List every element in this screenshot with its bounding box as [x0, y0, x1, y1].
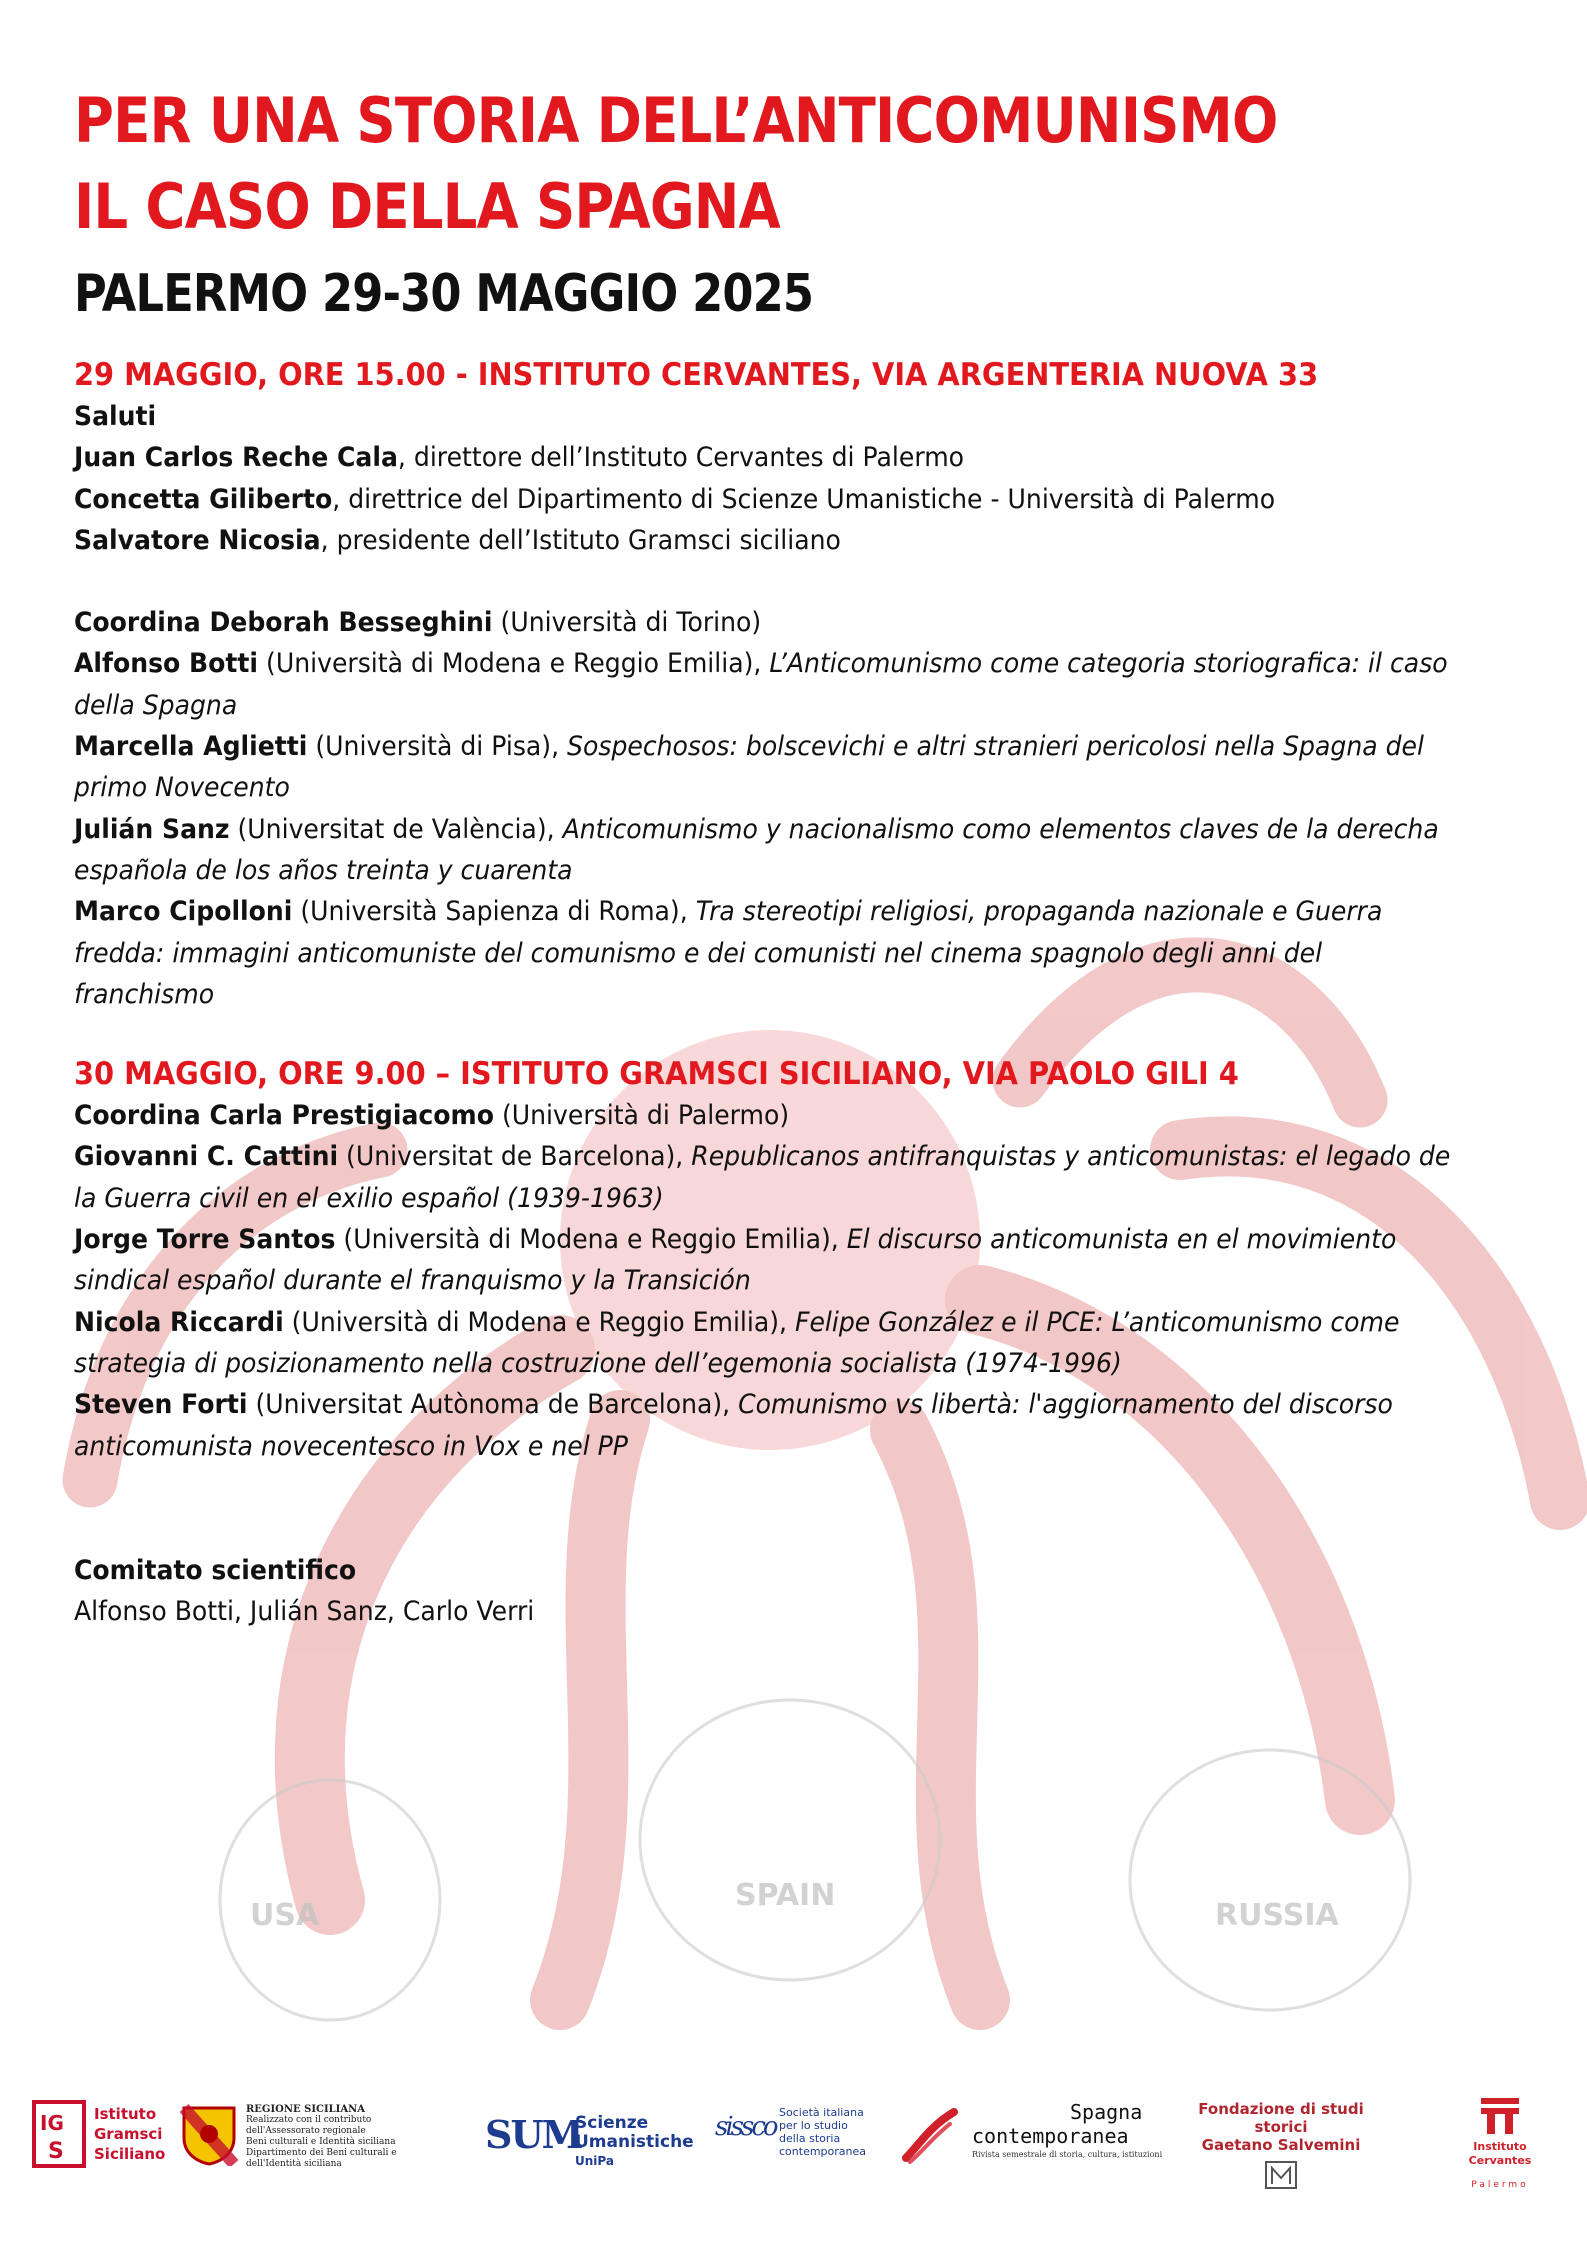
logo-spagna-contemporanea: Spagna contemporanea Rivista semestrale di storia, cultura, istituzioni: [900, 2100, 1170, 2175]
talk-item: Alfonso Botti (Università di Modena e Reggio Emilia), L’Anticomunismo come categoria storiografica: il caso della Spagna: [74, 648, 1448, 721]
fs-monogram-icon: [1264, 2160, 1298, 2190]
day2-heading: 30 MAGGIO, ORE 9.00 – ISTITUTO GRAMSCI SICILIANO, VIA PAOLO GILI 4: [74, 1056, 1239, 1093]
logo-regione-siciliana: REGIONE SICILIANA Realizzato con il contributo dell'Assessorato regionale Beni culturali e Identità siciliana Dipartimento dei Beni culturali e dell'Identità siciliana: [180, 2104, 410, 2174]
map-label-usa: USA: [250, 1898, 320, 1933]
talk-item: Steven Forti (Universitat Autònoma de Barcelona), Comunismo vs libertà: l'aggiornamento del discorso anticomunista novecentesco in Vox e nel PP: [74, 1389, 1393, 1462]
logo-sissco: sissco Società italiana per lo studio della storia contemporanea: [715, 2106, 867, 2158]
globe-outline: [640, 1700, 940, 1980]
day1-chair: Coordina Deborah Besseghini (Università di Torino): [74, 607, 762, 639]
day1-talks: [74, 643, 1534, 1015]
title-line-1: PER UNA STORIA DELL’ANTICOMUNISMO: [74, 84, 1278, 157]
trinacria-shield-icon: [180, 2104, 238, 2166]
committee-label: Comitato scientifico: [74, 1554, 357, 1586]
day2-chair: Coordina Carla Prestigiacomo (Università di Palermo): [74, 1100, 790, 1132]
day2-talks: [74, 1136, 1534, 1466]
map-label-spain: SPAIN: [735, 1878, 836, 1913]
talk-item: Julián Sanz (Universitat de València), Anticomunismo y nacionalismo como elementos claves de la derecha española de los años treinta y cuarenta: [74, 813, 1439, 886]
poster-content: [74, 78, 1534, 1632]
greetings-list: [74, 437, 1534, 561]
igs-monogram-icon: [32, 2100, 86, 2168]
logo-instituto-cervantes: Instituto Cervantes Palermo: [1440, 2096, 1560, 2196]
svg-text:S: S: [48, 2139, 64, 2164]
talk-item: Jorge Torre Santos (Università di Modena e Reggio Emilia), El discurso anticomunista en el movimiento sindical español durante el franquismo y la Transición: [74, 1224, 1397, 1297]
greeting-item: Concetta Giliberto, direttrice del Dipartimento di Scienze Umanistiche - Università di Palermo: [74, 483, 1276, 515]
cervantes-symbol-icon: [1477, 2096, 1523, 2136]
red-brush-icon: [900, 2106, 960, 2166]
saluti-label: Saluti: [74, 401, 157, 432]
committee-members: Alfonso Botti, Julián Sanz, Carlo Verri: [74, 1596, 535, 1628]
logo-fondazione-salvemini: Fondazione di studi storici Gaetano Salvemini: [1176, 2100, 1386, 2180]
event-dates-subtitle: PALERMO 29-30 MAGGIO 2025: [74, 264, 814, 324]
sponsor-logos: [0, 2060, 1587, 2245]
logo-sum-scienze-umanistiche: SUM Scienze Umanistiche UniPa: [485, 2112, 694, 2168]
globe-outline: [1130, 1750, 1410, 2010]
logo-istituto-gramsci: IG S Istituto Gramsci Siciliano: [32, 2100, 182, 2170]
map-label-russia: RUSSIA: [1215, 1898, 1339, 1933]
day1-heading: 29 MAGGIO, ORE 15.00 - INSTITUTO CERVANTES, VIA ARGENTERIA NUOVA 33: [74, 357, 1319, 393]
talk-item: Giovanni C. Cattini (Universitat de Barcelona), Republicanos antifranquistas y anticomunistas: el legado de la Guerra civil en el exilio español (1939-1963): [74, 1141, 1451, 1214]
talk-item: Marcella Aglietti (Università di Pisa), Sospechosos: bolscevichi e altri stranieri pericolosi nella Spagna del primo Novecento: [74, 731, 1424, 804]
talk-item: Marco Cipolloni (Università Sapienza di Roma), Tra stereotipi religiosi, propaganda nazionale e Guerra fredda: immagini anticomuniste del comunismo e dei comunisti nel cinema spagnolo degli anni del franchismo: [74, 896, 1383, 1010]
greeting-item: Salvatore Nicosia, presidente dell’Istituto Gramsci siciliano: [74, 524, 841, 556]
talk-item: Nicola Riccardi (Università di Modena e Reggio Emilia), Felipe González e il PCE: L’anticomunismo come strategia di posizionamento nella costruzione dell’egemonia socialista (1974-1996): [74, 1306, 1400, 1379]
svg-text:IG: IG: [40, 2111, 64, 2135]
title-line-2: IL CASO DELLA SPAGNA: [74, 170, 780, 243]
greeting-item: Juan Carlos Reche Cala, direttore dell’Instituto Cervantes di Palermo: [74, 442, 965, 474]
